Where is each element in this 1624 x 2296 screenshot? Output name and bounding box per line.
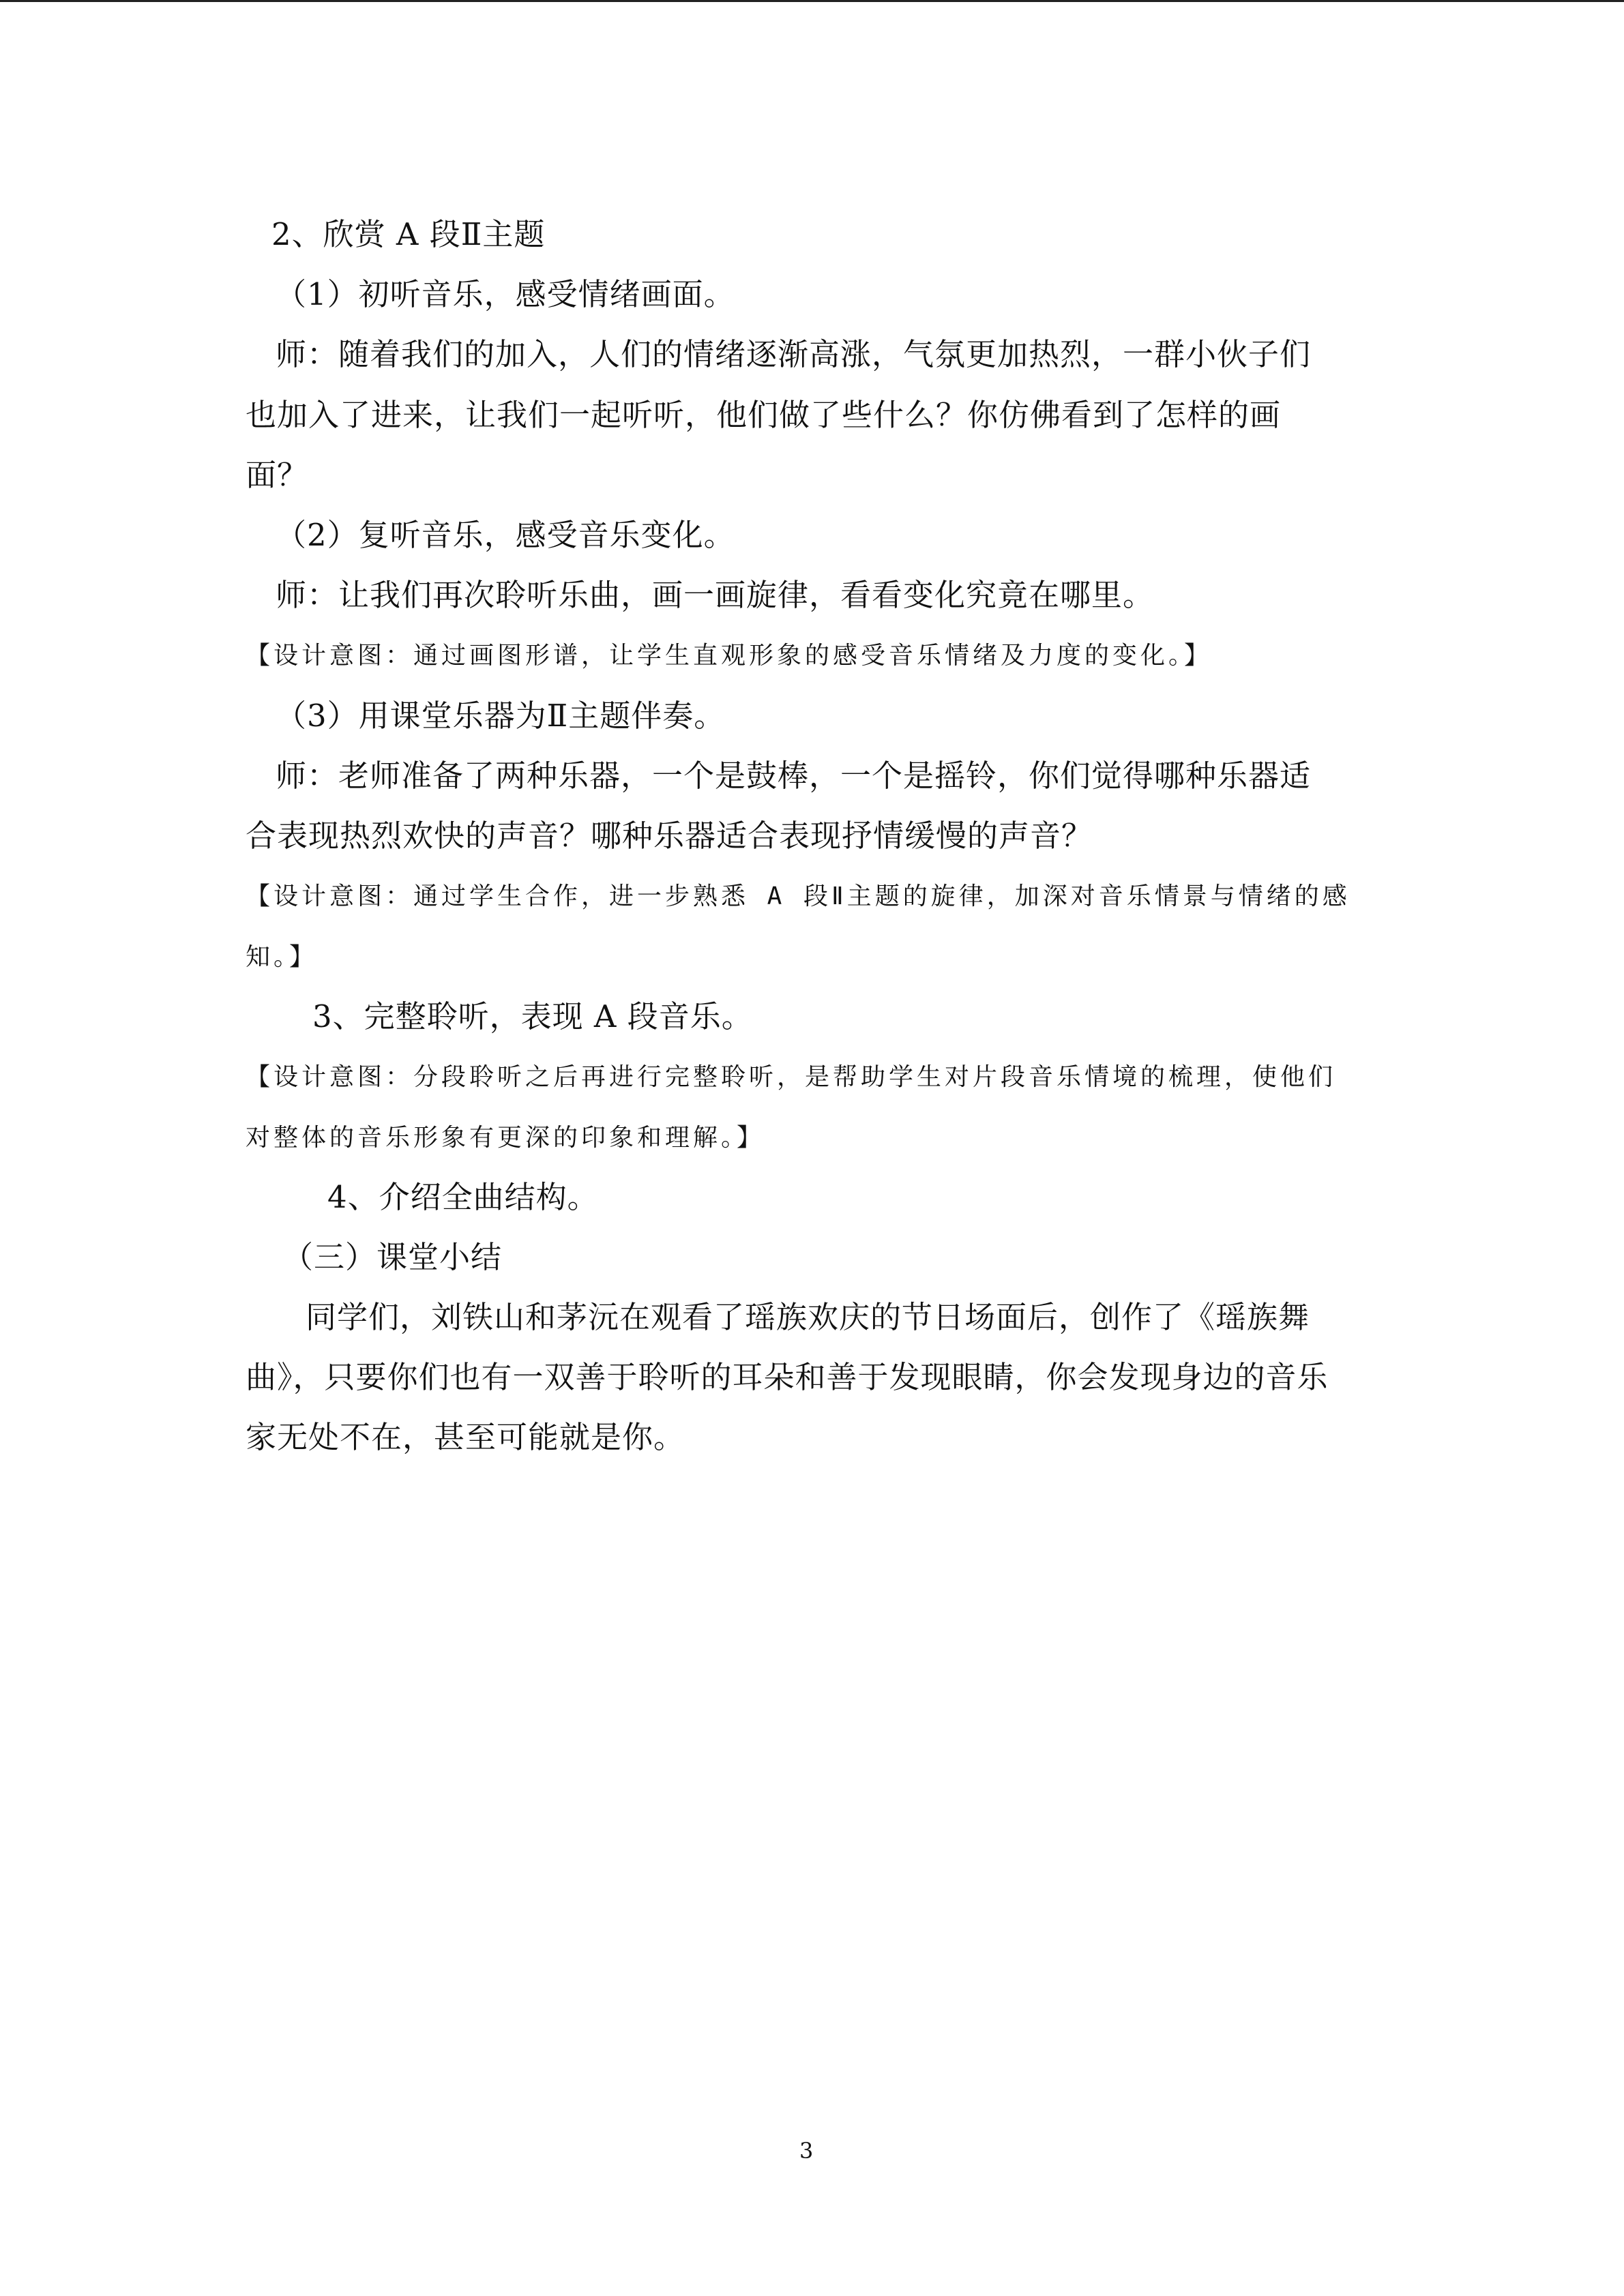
page-number: 3 xyxy=(799,2138,814,2164)
design-note-3: 【设计意图：分段聆听之后再进行完整聆听，是帮助学生对片段音乐情境的梳理，使他们 xyxy=(246,1063,1337,1091)
teacher-line-1-end: 面？ xyxy=(246,457,309,493)
teacher-line-1-cont: 也加入了进来，让我们一起听听，他们做了些什么？你仿佛看到了怎样的画 xyxy=(246,397,1282,433)
teacher-line-3: 师：老师准备了两种乐器，一个是鼓棒，一个是摇铃，你们觉得哪种乐器适 xyxy=(276,758,1312,794)
summary-line-3: 家无处不在，甚至可能就是你。 xyxy=(246,1419,685,1455)
design-note-3-cont: 对整体的音乐形象有更深的印象和理解。】 xyxy=(246,1124,765,1152)
heading-section-2: 2、欣赏 A 段Ⅱ主题 xyxy=(271,216,546,252)
design-note-1: 【设计意图：通过画图形谱，让学生直观形象的感受音乐情绪及力度的变化。】 xyxy=(246,642,1213,670)
teacher-line-3-cont: 合表现热烈欢快的声音？哪种乐器适合表现抒情缓慢的声音？ xyxy=(246,818,1093,854)
step-2-heading: （2）复听音乐，感受音乐变化。 xyxy=(276,517,735,553)
summary-line-1: 同学们，刘铁山和茅沅在观看了瑶族欢庆的节日场面后，创作了《瑶族舞 xyxy=(306,1299,1310,1335)
step-1-heading: （1）初听音乐，感受情绪画面。 xyxy=(276,276,735,312)
design-note-2: 【设计意图：通过学生合作，进一步熟悉 A 段Ⅱ主题的旋律，加深对音乐情景与情绪的感 xyxy=(246,882,1350,910)
teacher-line-1: 师：随着我们的加入，人们的情绪逐渐高涨，气氛更加热烈，一群小伙子们 xyxy=(276,336,1312,372)
heading-section-3: 3、完整聆听，表现 A 段音乐。 xyxy=(312,998,753,1034)
design-note-2-cont: 知。】 xyxy=(246,943,318,971)
summary-line-2: 曲》，只要你们也有一双善于聆听的耳朵和善于发现眼睛，你会发现身边的音乐 xyxy=(246,1359,1329,1395)
teacher-line-2: 师：让我们再次聆听乐曲，画一画旋律，看看变化究竟在哪里。 xyxy=(276,577,1155,613)
heading-summary: （三）课堂小结 xyxy=(282,1239,503,1275)
heading-section-4: 4、介绍全曲结构。 xyxy=(327,1179,599,1215)
step-3-heading: （3）用课堂乐器为Ⅱ主题伴奏。 xyxy=(276,698,726,734)
